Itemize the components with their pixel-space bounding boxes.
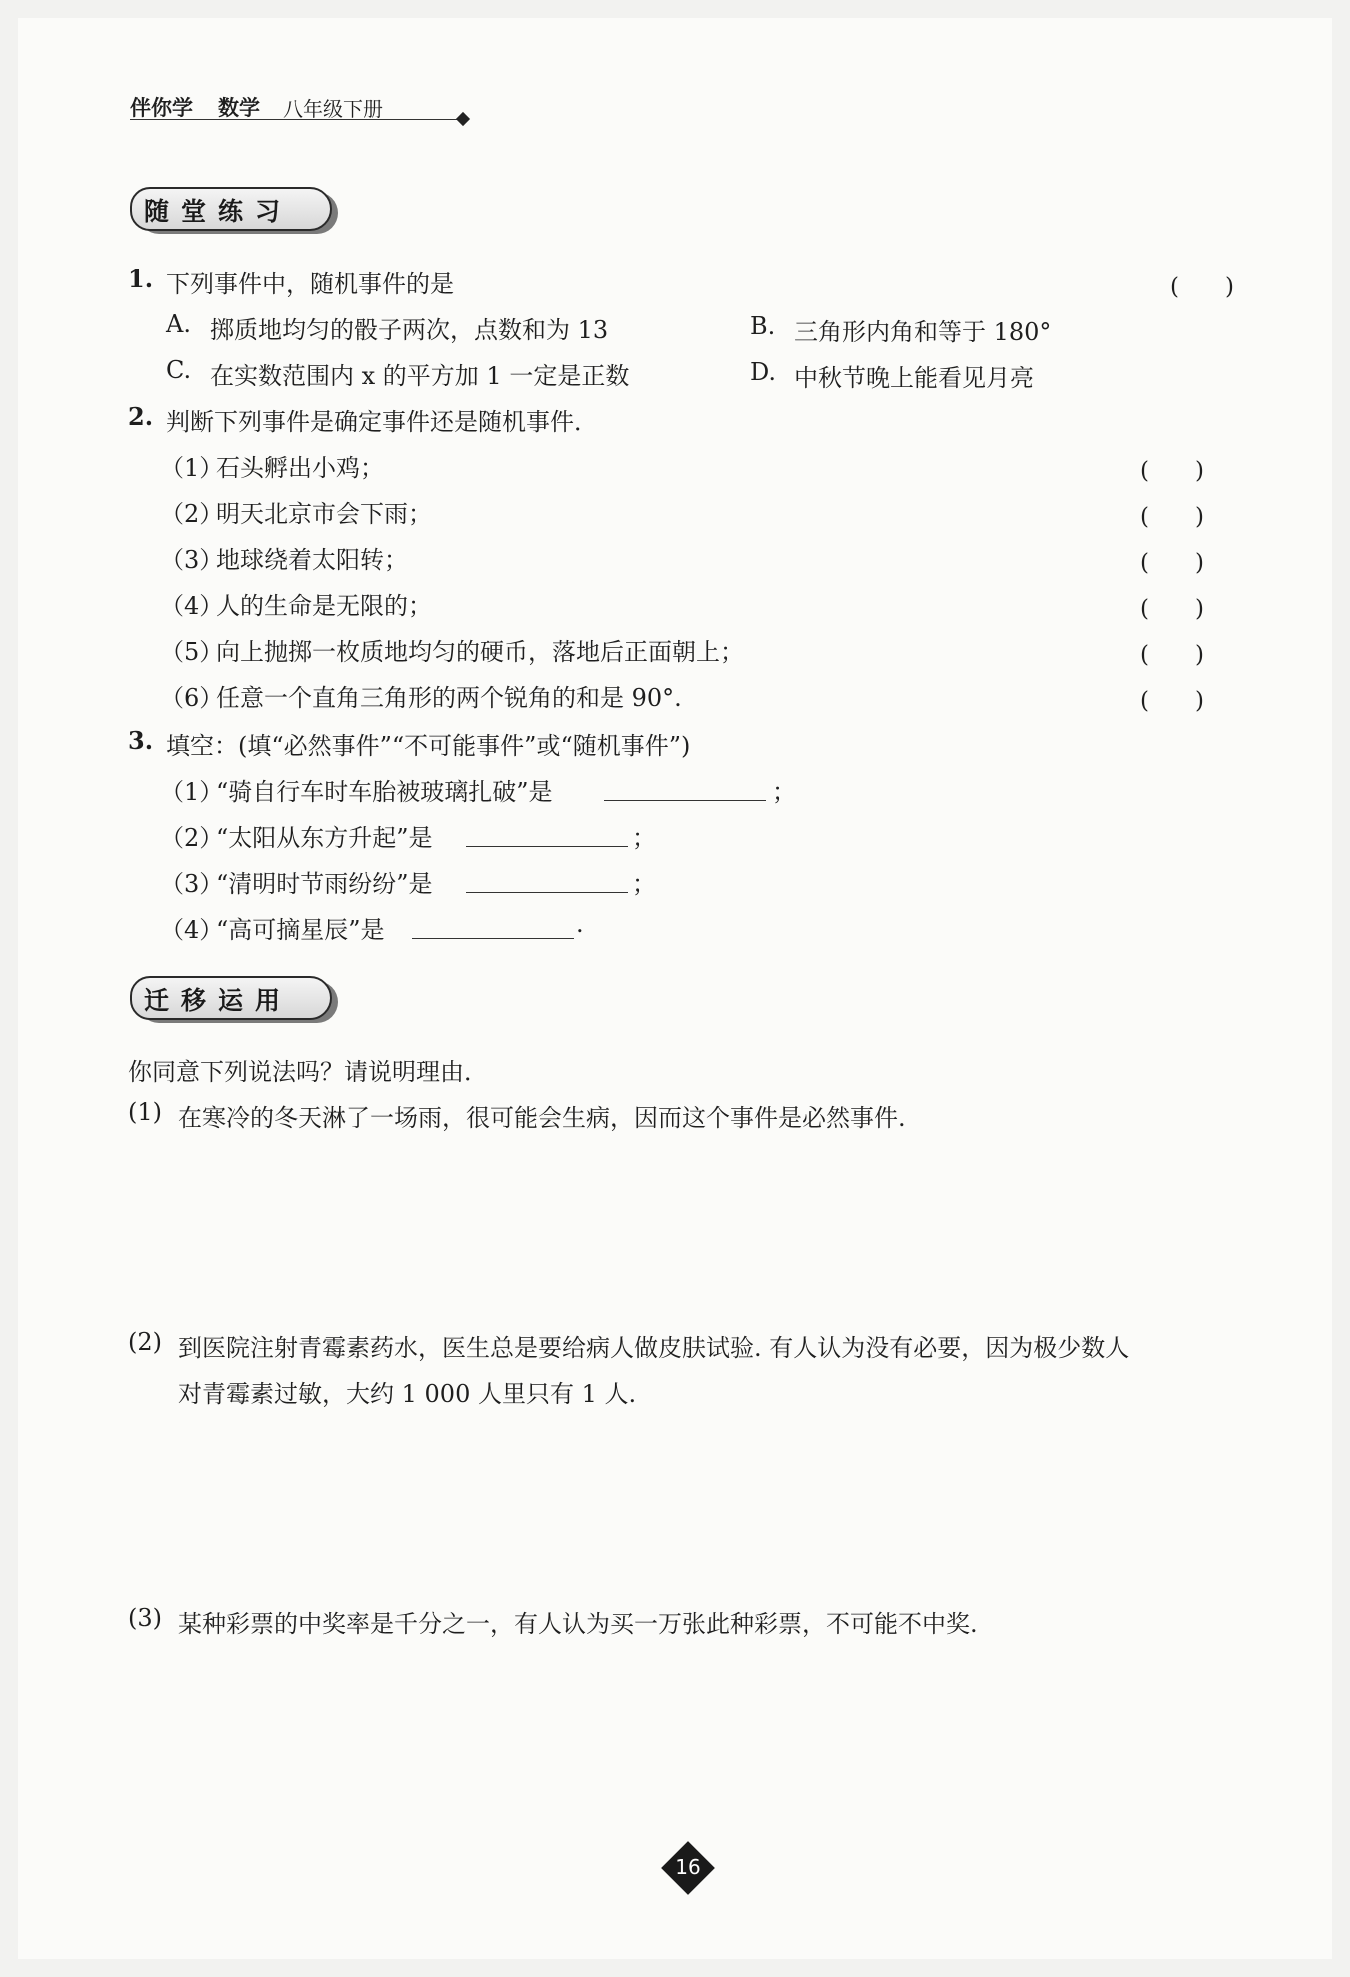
q2-stem: 判断下列事件是确定事件还是随机事件． — [166, 408, 598, 436]
header-brand: 伴你学 — [130, 96, 193, 120]
q3-answer-blank[interactable] — [412, 938, 574, 939]
q3-item-text: “太阳从东方升起”是 — [216, 824, 433, 852]
transfer-item-line: 到医院注射青霉素药水，医生总是要给病人做皮肤试验. 有人认为没有必要，因为极少数人 — [178, 1334, 1130, 1362]
q3-item-label: （4） — [160, 916, 224, 944]
q3-item-text: “清明时节雨纷纷”是 — [216, 870, 433, 898]
q1-option-d-label: D. — [750, 358, 777, 386]
q1-option-d: 中秋节晚上能看见月亮 — [794, 364, 1034, 392]
q3-item-label: （2） — [160, 824, 224, 852]
q3-answer-blank[interactable] — [604, 800, 766, 801]
q2-item-label: （4） — [160, 592, 224, 620]
q2-item-label: （5） — [160, 638, 224, 666]
q2-item-label: （6） — [160, 684, 224, 712]
q2-item-paren: ( ) — [1140, 458, 1204, 484]
q3-item-label: （1） — [160, 778, 224, 806]
q2-item-text: 石头孵出小鸡； — [216, 454, 384, 482]
q3-answer-blank[interactable] — [466, 846, 628, 847]
q2-item-paren: ( ) — [1140, 688, 1204, 714]
q2-item-label: （3） — [160, 546, 224, 574]
transfer-intro: 你同意下列说法吗？请说明理由． — [128, 1058, 488, 1086]
q1-option-a-label: A. — [166, 310, 191, 338]
transfer-item-label: (2) — [128, 1328, 162, 1356]
q2-item-paren: ( ) — [1140, 550, 1204, 576]
header-subject: 数学 — [218, 96, 260, 120]
transfer-item-line: 在寒冷的冬天淋了一场雨，很可能会生病，因而这个事件是必然事件. — [178, 1104, 906, 1132]
q2-item-paren: ( ) — [1140, 596, 1204, 622]
transfer-item-line: 对青霉素过敏，大约 1 000 人里只有 1 人. — [178, 1380, 637, 1408]
q2-item-text: 向上抛掷一枚质地均匀的硬币，落地后正面朝上； — [216, 638, 744, 666]
q1-option-b-label: B. — [750, 312, 776, 340]
q3-item-end: . — [576, 910, 584, 938]
q3-item-label: （3） — [160, 870, 224, 898]
q2-item-text: 地球绕着太阳转； — [216, 546, 408, 574]
transfer-item-line: 某种彩票的中奖率是千分之一，有人认为买一万张此种彩票，不可能不中奖. — [178, 1610, 978, 1638]
practice-banner — [130, 187, 340, 233]
q1-answer-paren: ( ) — [1170, 274, 1234, 300]
q3-item-end: ； — [772, 778, 796, 806]
transfer-title: 迁移运用 — [144, 986, 293, 1015]
q3-stem: 填空：(填“必然事件”“不可能事件”或“随机事件”) — [166, 732, 691, 760]
q2-item-text: 明天北京市会下雨； — [216, 500, 432, 528]
q3-item-end: ； — [632, 870, 656, 898]
q2-item-paren: ( ) — [1140, 504, 1204, 530]
practice-title: 随堂练习 — [144, 197, 293, 226]
q3-answer-blank[interactable] — [466, 892, 628, 893]
q1-option-c-label: C. — [166, 356, 192, 384]
q2-item-label: （2） — [160, 500, 224, 528]
q2-item-text: 任意一个直角三角形的两个锐角的和是 90°. — [216, 684, 682, 712]
header-grade: 八年级下册 — [283, 97, 383, 121]
page-number: 16 — [675, 1855, 701, 1879]
q3-item-text: “骑自行车时车胎被玻璃扎破”是 — [216, 778, 553, 806]
q2-item-label: （1） — [160, 454, 224, 482]
q2-item-paren: ( ) — [1140, 642, 1204, 668]
q1-option-c: 在实数范围内 x 的平方加 1 一定是正数 — [210, 362, 630, 390]
q2-item-text: 人的生命是无限的； — [216, 592, 432, 620]
q3-item-end: ； — [632, 824, 656, 852]
transfer-banner — [130, 976, 340, 1022]
q2-number: 2. — [128, 402, 154, 431]
q1-option-a: 掷质地均匀的骰子两次，点数和为 13 — [210, 316, 609, 344]
q1-stem: 下列事件中，随机事件的是 — [166, 270, 454, 298]
q1-number: 1. — [128, 264, 154, 293]
transfer-item-label: (3) — [128, 1604, 162, 1632]
q1-option-b: 三角形内角和等于 180° — [794, 318, 1052, 346]
q3-item-text: “高可摘星辰”是 — [216, 916, 385, 944]
header-rule — [130, 119, 462, 120]
q3-number: 3. — [128, 726, 154, 755]
transfer-item-label: (1) — [128, 1098, 162, 1126]
